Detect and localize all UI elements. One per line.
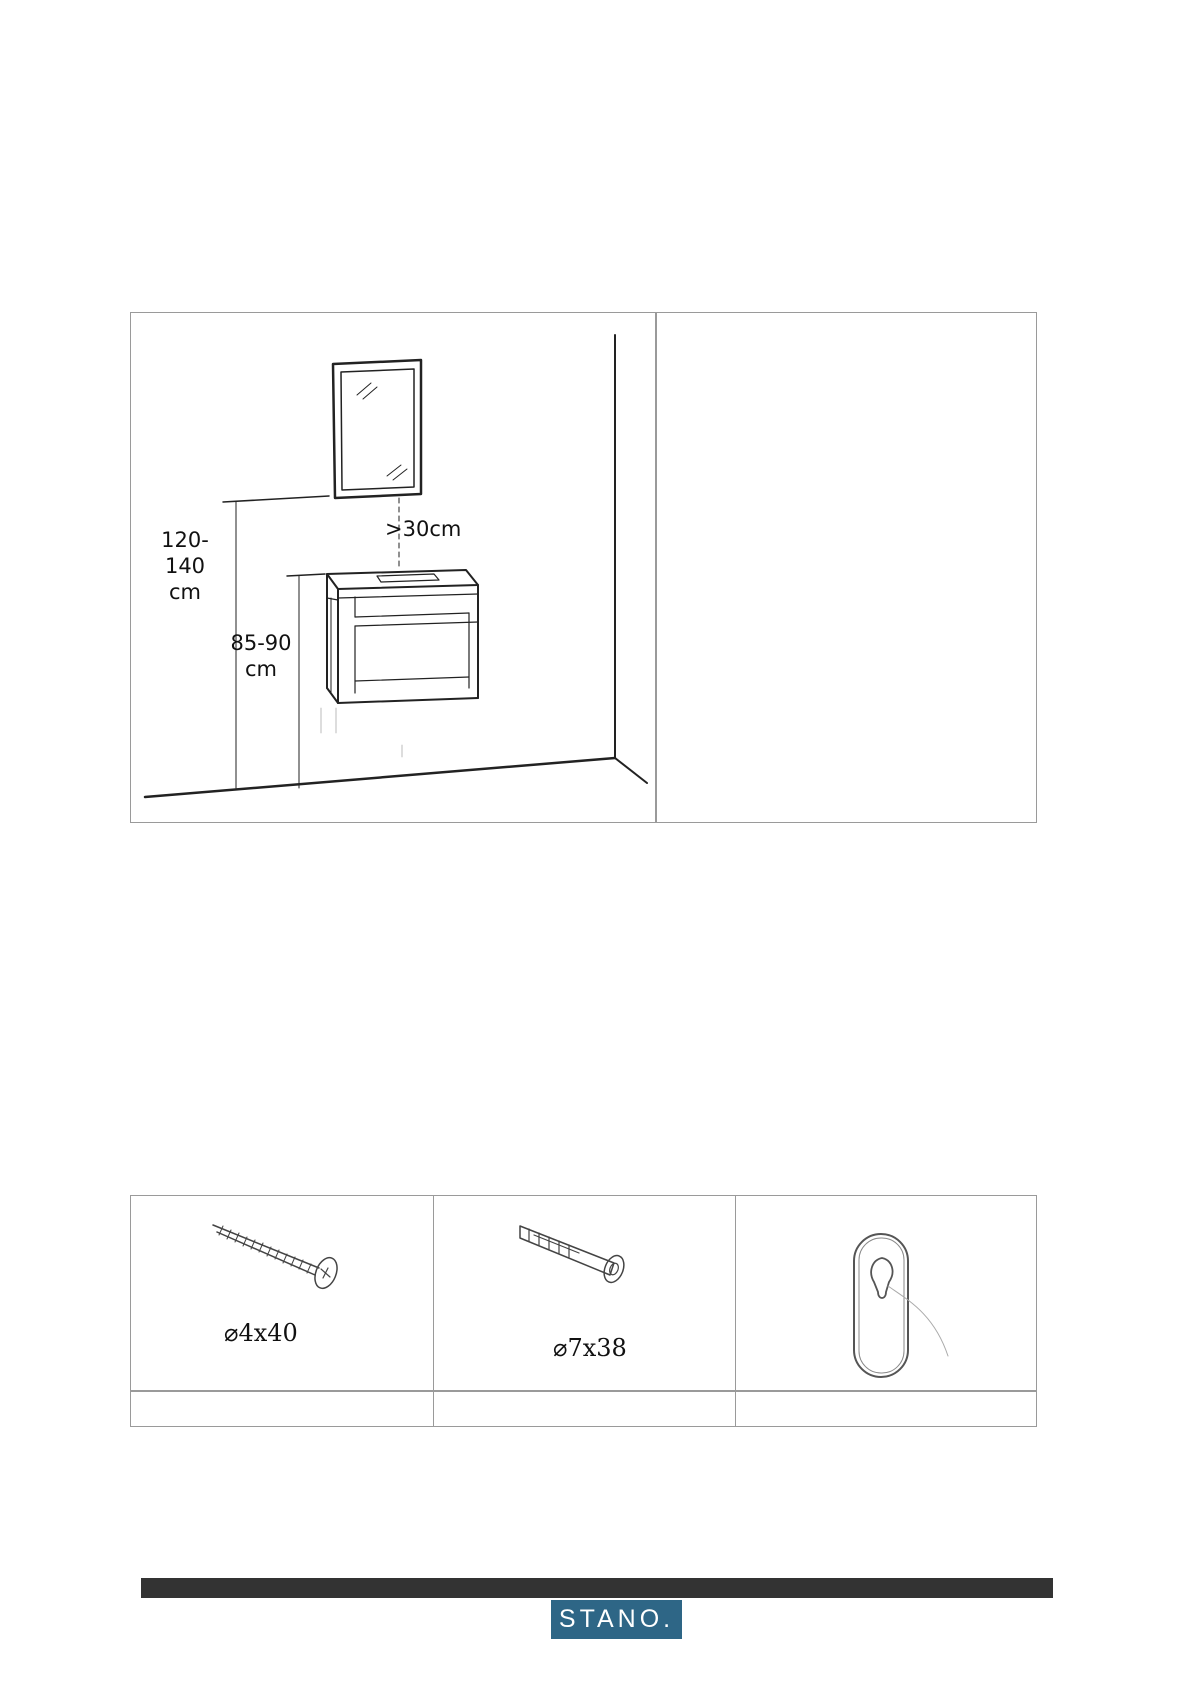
floor-line: [145, 758, 615, 797]
hardware-table: [130, 1195, 1037, 1427]
hardware-label-cell: [433, 1391, 735, 1426]
wall-plug-size-label: ⌀7x38: [553, 1334, 627, 1362]
mirror-height-label: 120-140 cm: [161, 528, 209, 604]
hardware-label-cell: [131, 1391, 433, 1426]
installation-diagram-panel: [130, 312, 1037, 823]
vanity-cabinet-drawing: [327, 570, 478, 703]
installation-notes-cell: [657, 313, 1036, 822]
brand-logo: [551, 1600, 682, 1639]
mirror-gap-label: >30cm: [385, 517, 462, 541]
screw-size-label: ⌀4x40: [224, 1319, 298, 1347]
hardware-label-cell: [735, 1391, 1036, 1426]
hardware-cell-bracket: [735, 1196, 1036, 1390]
mirror-drawing: [333, 360, 421, 498]
wall-corner-diagonal: [615, 758, 647, 783]
brand-logo-text: STANO.: [558, 1605, 675, 1633]
hardware-cell-wall-plug: [433, 1196, 735, 1390]
cabinet-height-label: 85-90 cm: [230, 631, 292, 681]
screw-icon: [131, 1196, 433, 1390]
hardware-cell-screw: [131, 1196, 433, 1390]
hanging-bracket-icon: [736, 1196, 1037, 1390]
footer-bar: [141, 1578, 1053, 1598]
